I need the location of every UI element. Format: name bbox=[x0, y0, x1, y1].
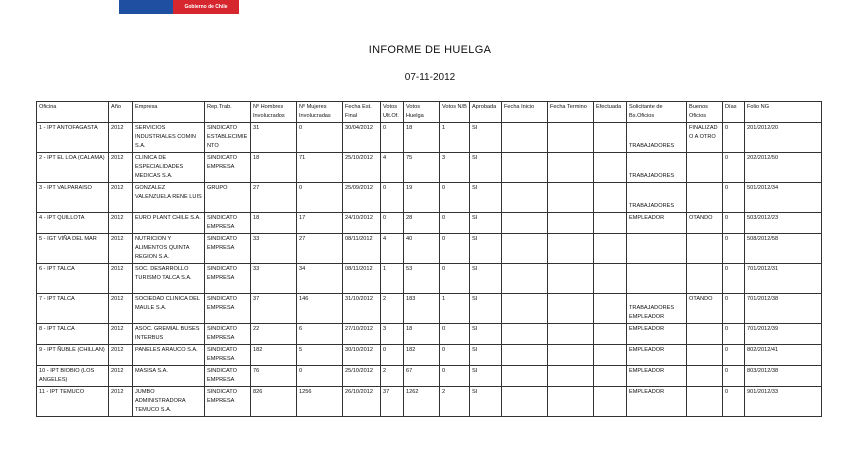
table-cell bbox=[502, 324, 548, 345]
table-cell: 183 bbox=[404, 294, 440, 324]
table-cell bbox=[627, 234, 687, 264]
table-cell: 802/2012/41 bbox=[745, 345, 822, 366]
table-cell: SI bbox=[470, 213, 502, 234]
table-cell: 0 bbox=[440, 366, 470, 387]
table-cell: 503/2012/23 bbox=[745, 213, 822, 234]
table-cell: 18 bbox=[251, 153, 297, 183]
table-cell: SINDICATO EMPRESA bbox=[205, 234, 251, 264]
table-cell: 31 bbox=[251, 123, 297, 153]
table-cell: 1256 bbox=[297, 387, 343, 417]
table-cell: SINDICATO EMPRESA bbox=[205, 387, 251, 417]
table-cell: 08/11/2012 bbox=[343, 264, 381, 294]
table-row bbox=[37, 387, 822, 417]
table-cell bbox=[548, 264, 594, 294]
table-cell: 8 - IPT TALCA bbox=[37, 324, 109, 345]
table-cell: SINDICATO EMPRESA bbox=[205, 153, 251, 183]
table-cell bbox=[548, 234, 594, 264]
table-cell: 2 bbox=[440, 387, 470, 417]
table-cell: 71 bbox=[297, 153, 343, 183]
table-cell: 146 bbox=[297, 294, 343, 324]
table-cell: SI bbox=[470, 324, 502, 345]
table-cell: 2012 bbox=[109, 234, 133, 264]
table-cell bbox=[594, 324, 627, 345]
table-row bbox=[37, 345, 822, 366]
table-cell: 2012 bbox=[109, 324, 133, 345]
table-cell: 28 bbox=[404, 213, 440, 234]
table-cell: NUTRICION Y ALIMENTOS QUINTA REGION S.A. bbox=[133, 234, 205, 264]
table-cell: 4 bbox=[381, 153, 404, 183]
table-cell: GRUPO bbox=[205, 183, 251, 213]
table-cell: 2012 bbox=[109, 153, 133, 183]
table-cell: 19 bbox=[404, 183, 440, 213]
table-cell: 2 bbox=[381, 294, 404, 324]
logo-blue-block bbox=[119, 0, 173, 14]
col-header: Votos N/B bbox=[440, 102, 470, 123]
table-cell: 701/2012/39 bbox=[745, 324, 822, 345]
table-cell: 5 - IGT VIÑA DEL MAR bbox=[37, 234, 109, 264]
table-cell: SI bbox=[470, 387, 502, 417]
table-cell: 0 bbox=[297, 366, 343, 387]
table-cell: SINDICATO EMPRESA bbox=[205, 294, 251, 324]
table-cell: 9 - IPT ÑUBLE (CHILLAN) bbox=[37, 345, 109, 366]
table-cell: 701/2012/38 bbox=[745, 294, 822, 324]
table-cell bbox=[594, 366, 627, 387]
table-cell: FINALIZADO A OTRO bbox=[687, 123, 723, 153]
table-cell bbox=[502, 183, 548, 213]
table-cell bbox=[548, 213, 594, 234]
table-cell: 2012 bbox=[109, 387, 133, 417]
col-header: Aprobada bbox=[470, 102, 502, 123]
table-cell: 0 bbox=[440, 234, 470, 264]
table-cell: 1 bbox=[440, 123, 470, 153]
table-cell: 10 - IPT BIOBIO (LOS ANGELES) bbox=[37, 366, 109, 387]
col-header: Buenos Oficios bbox=[687, 102, 723, 123]
table-cell: 7 - IPT TALCA bbox=[37, 294, 109, 324]
col-header: Efectuada bbox=[594, 102, 627, 123]
col-header: Votos Ult.Of. bbox=[381, 102, 404, 123]
table-cell: 27/10/2012 bbox=[343, 324, 381, 345]
table-cell: 53 bbox=[404, 264, 440, 294]
table-cell: 33 bbox=[251, 234, 297, 264]
table-cell: 0 bbox=[723, 153, 745, 183]
table-cell: 0 bbox=[381, 123, 404, 153]
table-cell: 5 bbox=[297, 345, 343, 366]
table-cell: 2 bbox=[381, 366, 404, 387]
table-cell: 501/2012/34 bbox=[745, 183, 822, 213]
table-cell bbox=[502, 153, 548, 183]
table-cell: 1 bbox=[381, 264, 404, 294]
table-cell: 1 - IPT ANTOFAGASTA bbox=[37, 123, 109, 153]
table-cell: 182 bbox=[404, 345, 440, 366]
table-cell: EMPLEADOR bbox=[627, 387, 687, 417]
table-cell: 6 - IPT TALCA bbox=[37, 264, 109, 294]
table-cell bbox=[502, 264, 548, 294]
table-row bbox=[37, 183, 822, 213]
table-cell: 0 bbox=[440, 345, 470, 366]
table-cell: 0 bbox=[723, 387, 745, 417]
col-header: Nº Hombres Involucrados bbox=[251, 102, 297, 123]
table-cell bbox=[502, 345, 548, 366]
table-cell: 901/2012/33 bbox=[745, 387, 822, 417]
table-cell: 0 bbox=[723, 324, 745, 345]
table-cell bbox=[548, 345, 594, 366]
table-cell: JUMBO ADMINISTRADORA TEMUCO S.A. bbox=[133, 387, 205, 417]
table-cell: SINDICATO EMPRESA bbox=[205, 264, 251, 294]
table-cell: 0 bbox=[440, 213, 470, 234]
table-cell: 24/10/2012 bbox=[343, 213, 381, 234]
table-cell: 0 bbox=[723, 345, 745, 366]
table-row bbox=[37, 234, 822, 264]
table-cell: 0 bbox=[381, 345, 404, 366]
table-cell bbox=[502, 387, 548, 417]
report-title: INFORME DE HUELGA bbox=[368, 44, 492, 56]
table-cell: 2012 bbox=[109, 366, 133, 387]
table-cell bbox=[594, 123, 627, 153]
table-cell: EMPLEADOR bbox=[627, 213, 687, 234]
table-cell: SI bbox=[470, 153, 502, 183]
table-cell: 182 bbox=[251, 345, 297, 366]
table-header-row bbox=[37, 102, 822, 123]
col-header: Nº Mujeres Involucradas bbox=[297, 102, 343, 123]
col-header: Solicitante de Bs.Oficios bbox=[627, 102, 687, 123]
table-row bbox=[37, 294, 822, 324]
table-cell: TRABAJADORES bbox=[627, 183, 687, 213]
table-cell: 18 bbox=[251, 213, 297, 234]
table-cell: 18 bbox=[404, 324, 440, 345]
table-cell: 508/2012/58 bbox=[745, 234, 822, 264]
table-cell bbox=[548, 123, 594, 153]
table-cell bbox=[687, 183, 723, 213]
table-cell: EURO PLANT CHILE S.A. bbox=[133, 213, 205, 234]
table-cell: SI bbox=[470, 234, 502, 264]
table-cell bbox=[594, 294, 627, 324]
table-cell: 3 bbox=[440, 153, 470, 183]
table-cell: TRABAJADORES EMPLEADOR bbox=[627, 294, 687, 324]
table-cell: TRABAJADORES bbox=[627, 123, 687, 153]
table-cell: 0 bbox=[723, 213, 745, 234]
logo-red-block bbox=[173, 0, 239, 14]
table-cell bbox=[687, 264, 723, 294]
table-row bbox=[37, 264, 822, 294]
col-header: Año bbox=[109, 102, 133, 123]
table-cell: 0 bbox=[297, 123, 343, 153]
table-row bbox=[37, 366, 822, 387]
table-cell bbox=[594, 234, 627, 264]
table-cell: 11 - IPT TEMUCO bbox=[37, 387, 109, 417]
table-cell: 2012 bbox=[109, 213, 133, 234]
col-header: Empresa bbox=[133, 102, 205, 123]
table-cell: SI bbox=[470, 183, 502, 213]
col-header: Fecha Inicio bbox=[502, 102, 548, 123]
table-cell bbox=[502, 294, 548, 324]
table-cell: SINDICATO EMPRESA bbox=[205, 213, 251, 234]
table-cell: SI bbox=[470, 345, 502, 366]
table-cell bbox=[548, 387, 594, 417]
table-cell: 826 bbox=[251, 387, 297, 417]
table-cell: 0 bbox=[440, 183, 470, 213]
table-cell bbox=[548, 324, 594, 345]
table-cell: 2 - IPT EL LOA (CALAMA) bbox=[37, 153, 109, 183]
table-cell bbox=[502, 123, 548, 153]
table-cell: 37 bbox=[381, 387, 404, 417]
table-row bbox=[37, 123, 822, 153]
table-cell bbox=[594, 183, 627, 213]
table-cell: TRABAJADORES bbox=[627, 153, 687, 183]
table-row bbox=[37, 153, 822, 183]
table-cell: 75 bbox=[404, 153, 440, 183]
logo-text: Gobierno de Chile bbox=[184, 4, 228, 10]
table-cell: SI bbox=[470, 264, 502, 294]
table-cell: 202/2012/50 bbox=[745, 153, 822, 183]
table-cell bbox=[502, 213, 548, 234]
table-cell: 27 bbox=[297, 234, 343, 264]
table-cell: 0 bbox=[723, 183, 745, 213]
table-cell: SINDICATO EMPRESA bbox=[205, 366, 251, 387]
table-cell: ASOC. GREMIAL BUSES INTERBUS bbox=[133, 324, 205, 345]
table-cell: 33 bbox=[251, 264, 297, 294]
table-cell: 31/10/2012 bbox=[343, 294, 381, 324]
table-cell: 2012 bbox=[109, 123, 133, 153]
table-cell: SI bbox=[470, 294, 502, 324]
table-cell bbox=[687, 234, 723, 264]
table-cell: 2012 bbox=[109, 264, 133, 294]
table-cell: 0 bbox=[723, 294, 745, 324]
table-cell bbox=[594, 345, 627, 366]
table-cell bbox=[687, 153, 723, 183]
table-cell bbox=[548, 366, 594, 387]
table-cell: 34 bbox=[297, 264, 343, 294]
table-cell bbox=[627, 264, 687, 294]
table-cell: 701/2012/31 bbox=[745, 264, 822, 294]
table-cell: 17 bbox=[297, 213, 343, 234]
table-cell bbox=[502, 234, 548, 264]
table-cell: PANELES ARAUCO S.A. bbox=[133, 345, 205, 366]
table-cell: 0 bbox=[440, 324, 470, 345]
table-cell bbox=[502, 366, 548, 387]
table-cell: 4 - IPT QUILLOTA bbox=[37, 213, 109, 234]
table-cell: 27 bbox=[251, 183, 297, 213]
table-cell: SINDICATO ESTABLECIMIENTO bbox=[205, 123, 251, 153]
table-row bbox=[37, 213, 822, 234]
table-cell: OTANDO bbox=[687, 294, 723, 324]
table-cell: 1262 bbox=[404, 387, 440, 417]
col-header: Días bbox=[723, 102, 745, 123]
col-header: Rep.Trab. bbox=[205, 102, 251, 123]
table-cell: 30/04/2012 bbox=[343, 123, 381, 153]
table-cell: EMPLEADOR bbox=[627, 324, 687, 345]
table-cell: EMPLEADOR bbox=[627, 366, 687, 387]
table-cell bbox=[548, 183, 594, 213]
table-cell: 67 bbox=[404, 366, 440, 387]
table-cell bbox=[687, 366, 723, 387]
table-cell: 40 bbox=[404, 234, 440, 264]
table-cell: 2012 bbox=[109, 294, 133, 324]
table-cell bbox=[594, 387, 627, 417]
table-cell: OTANDO bbox=[687, 213, 723, 234]
table-cell: SI bbox=[470, 123, 502, 153]
table-cell: SOC. DESARROLLO TURISMO TALCA S.A. bbox=[133, 264, 205, 294]
table-cell: 201/2012/20 bbox=[745, 123, 822, 153]
table-cell: 22 bbox=[251, 324, 297, 345]
table-cell: SINDICATO EMPRESA bbox=[205, 345, 251, 366]
table-cell bbox=[594, 264, 627, 294]
table-cell: 0 bbox=[381, 213, 404, 234]
report-date: 07-11-2012 bbox=[404, 72, 456, 83]
col-header: Folio NG bbox=[745, 102, 822, 123]
table-row bbox=[37, 324, 822, 345]
table-cell bbox=[594, 153, 627, 183]
strike-report-table bbox=[36, 101, 822, 417]
table-cell: SERVICIOS INDUSTRIALES COMIN S.A. bbox=[133, 123, 205, 153]
table-cell bbox=[687, 324, 723, 345]
col-header: Fecha Termino bbox=[548, 102, 594, 123]
table-cell: 76 bbox=[251, 366, 297, 387]
table-cell: 0 bbox=[723, 366, 745, 387]
table-cell: 803/2012/38 bbox=[745, 366, 822, 387]
table-cell: 6 bbox=[297, 324, 343, 345]
table-cell bbox=[548, 153, 594, 183]
table-cell: 18 bbox=[404, 123, 440, 153]
table-cell: 25/09/2012 bbox=[343, 183, 381, 213]
table-cell: 0 bbox=[723, 234, 745, 264]
table-cell bbox=[594, 213, 627, 234]
table-cell: GONZALEZ VALENZUELA RENE LUIS bbox=[133, 183, 205, 213]
table-cell: 3 bbox=[381, 324, 404, 345]
table-cell: 2012 bbox=[109, 183, 133, 213]
table-cell: 30/10/2012 bbox=[343, 345, 381, 366]
col-header: Oficina bbox=[37, 102, 109, 123]
table-cell: 37 bbox=[251, 294, 297, 324]
table-cell bbox=[687, 387, 723, 417]
table-cell: 0 bbox=[440, 264, 470, 294]
table-cell: 2012 bbox=[109, 345, 133, 366]
table-cell bbox=[687, 345, 723, 366]
table-cell: 08/11/2012 bbox=[343, 234, 381, 264]
table-cell: 3 - IPT VALPARAISO bbox=[37, 183, 109, 213]
table-cell: 25/10/2012 bbox=[343, 153, 381, 183]
table-cell: 0 bbox=[381, 183, 404, 213]
government-logo bbox=[119, 0, 239, 14]
table-cell: CLINICA DE ESPECIALIDADES MEDICAS S.A. bbox=[133, 153, 205, 183]
table-cell: 0 bbox=[297, 183, 343, 213]
table-cell: 0 bbox=[723, 123, 745, 153]
table-cell: MASISA S.A. bbox=[133, 366, 205, 387]
table-cell: 0 bbox=[723, 264, 745, 294]
table-cell: SINDICATO EMPRESA bbox=[205, 324, 251, 345]
table-cell: SOCIEDAD CLINICA DEL MAULE S.A. bbox=[133, 294, 205, 324]
col-header: Fecha Est. Final bbox=[343, 102, 381, 123]
col-header: Votos Huelga bbox=[404, 102, 440, 123]
table-cell: SI bbox=[470, 366, 502, 387]
table-cell: 4 bbox=[381, 234, 404, 264]
table-cell: 1 bbox=[440, 294, 470, 324]
table-cell: EMPLEADOR bbox=[627, 345, 687, 366]
table-cell bbox=[548, 294, 594, 324]
table-cell: 25/10/2012 bbox=[343, 366, 381, 387]
table-cell: 26/10/2012 bbox=[343, 387, 381, 417]
